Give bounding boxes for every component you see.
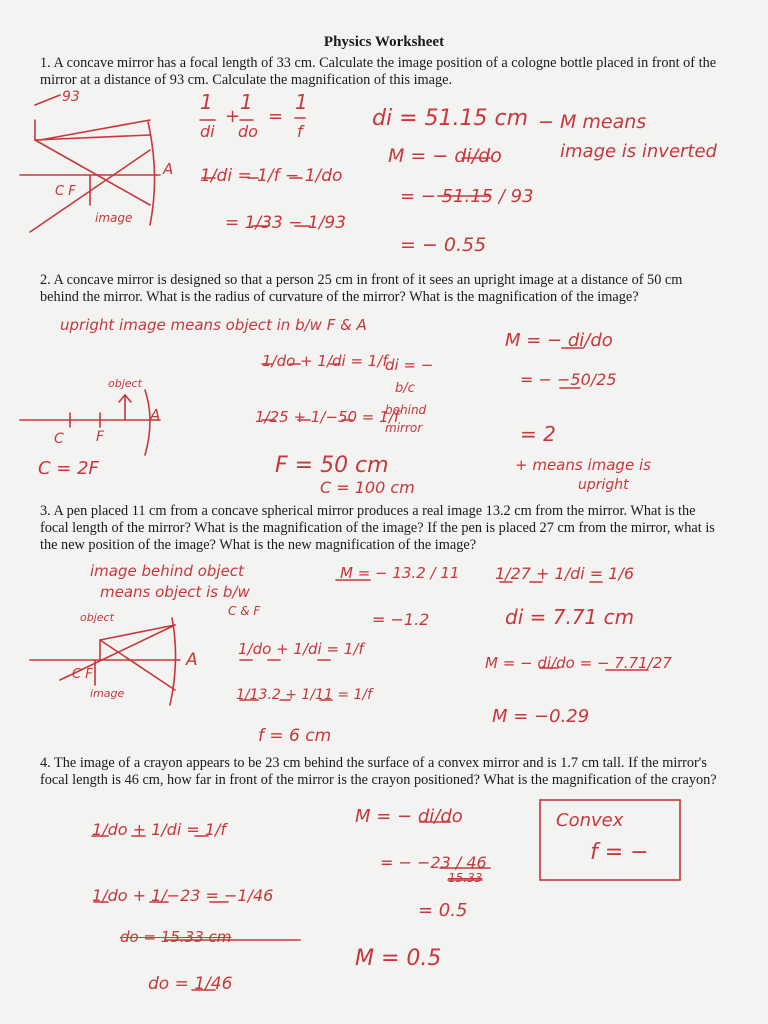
q1-lens-eq-one: 1 [240, 90, 253, 114]
q1-lens-eq-do: do [238, 122, 258, 141]
q1-lens-eq-equals: = [268, 106, 284, 127]
q3-new-di: di = 7.71 cm [505, 605, 635, 629]
q4-m-sub2: = 0.5 [418, 900, 468, 921]
q3-note3: C & F [228, 604, 261, 618]
q1-diagram-distance: 93 [62, 89, 80, 105]
q3-a-label: A [186, 650, 198, 670]
q4-substituted: 1/do + 1/−23 = −1/46 [92, 886, 274, 905]
q2-di-note3: behind [385, 403, 427, 417]
q1-lens-eq-f: f [297, 122, 303, 141]
q3-object-label: object [80, 611, 114, 624]
q3-cf-label: C F [72, 667, 93, 682]
q4-m-substitution: = − −23 / 46 [380, 853, 487, 872]
q2-di-note2: b/c [395, 381, 415, 396]
q3-new-m-result: M = −0.29 [492, 706, 590, 727]
q4-m-result: M = 0.5 [355, 946, 442, 971]
q1-note-line1: − M means [538, 111, 647, 133]
q4-m-formula: M = − di/do [355, 806, 463, 827]
q1-diagram-cf-label: C F [55, 184, 76, 199]
q2-di-note4: mirror [385, 421, 423, 435]
q2-object-label: object [108, 377, 142, 390]
q1-ray-diagram [20, 95, 160, 232]
q1-lens-equation: 1 [200, 90, 213, 114]
q3-new-m-formula: M = − di/do = − 7.71/27 [485, 654, 672, 672]
q2-m-result: = 2 [520, 422, 556, 446]
q2-c-result: C = 100 cm [320, 478, 415, 497]
question-2: 2. A concave mirror is designed so that a person 25 cm in front of it sees an upright image at a distance of 50 cm behind the mirror. What is the radius of curvature of the mirror? What is the magnification of the image? [40, 272, 683, 305]
question-3: 3. A pen placed 11 cm from a concave spherical mirror produces a real image 13.2 cm from the mirror. What is the focal length of the mirror? What is the magnification of the image? If the pen is placed 27 cm from the mirror, what is the new position of the image? What is the new magnification of the image? [40, 503, 715, 553]
q1-m-substitution: = − 51.15 / 93 [400, 186, 534, 207]
q3-new-equation: 1/27 + 1/di = 1/6 [495, 564, 635, 583]
q3-lens-equation: 1/do + 1/di = 1/f [238, 640, 364, 658]
q2-c-equals-2f: C = 2F [38, 458, 99, 479]
q1-rearranged: 1/di = 1/f − 1/do [200, 166, 343, 186]
q2-di-note1: di = − [385, 356, 434, 374]
q2-plus-note1: + means image is [515, 456, 651, 474]
q4-convex-f-negative: f = − [590, 840, 649, 865]
question-4: 4. The image of a crayon appears to be 23 cm behind the surface of a convex mirror and is 1.7 cm tall. If the mirror's focal length is 46 cm, how far in front of the mirror is the crayon positioned? What is the magnification of the crayon? [40, 755, 717, 788]
q1-substituted: = 1/33 − 1/93 [225, 213, 347, 233]
q3-f-result: f = 6 cm [258, 726, 332, 746]
q2-note: upright image means object in b/w F & A [60, 316, 367, 334]
q2-a-label: A [150, 406, 161, 424]
q3-note2: means object is b/w [100, 583, 250, 601]
q2-m-substitution: = − −50/25 [520, 370, 617, 389]
q2-substituted: 1/25 + 1/−50 = 1/f [255, 408, 400, 426]
q3-note1: image behind object [90, 562, 244, 580]
q4-lens-equation: 1/do + 1/di = 1/f [92, 820, 227, 839]
q4-m-struck: 15.33 [448, 871, 483, 885]
q4-struck-result: do = 15.33 cm [120, 928, 232, 946]
q4-convex-label: Convex [556, 810, 624, 831]
q2-f-label: F [96, 429, 105, 445]
q2-lens-equation: 1/do + 1/di = 1/f [262, 352, 388, 370]
q1-lens-eq-di: di [200, 122, 215, 141]
q2-ray-diagram [20, 390, 160, 455]
q1-lens-eq-one-right: 1 [295, 90, 308, 114]
q3-substituted: 1/13.2 + 1/11 = 1/f [236, 687, 373, 703]
q2-m-formula: M = − di/do [505, 330, 613, 351]
q2-f-result: F = 50 cm [275, 453, 389, 478]
q2-plus-note2: upright [578, 477, 629, 493]
q1-note-line2: image is inverted [560, 141, 717, 162]
q1-m-result: = − 0.55 [400, 234, 487, 256]
q3-m-formula: M = − 13.2 / 11 [340, 564, 460, 582]
q1-m-formula: M = − di/do [388, 145, 502, 167]
q1-di-result: di = 51.15 cm [372, 106, 528, 131]
page-title: Physics Worksheet [323, 34, 445, 50]
question-1: 1. A concave mirror has a focal length of 33 cm. Calculate the image position of a cologne bottle placed in front of the mirror at a distance of 93 cm. Calculate the magnification of this image. [40, 55, 717, 88]
q3-image-label: image [90, 687, 125, 700]
q4-do-result: do = 1/46 [148, 974, 233, 994]
q1-diagram-image-label: image [95, 211, 133, 225]
q3-m-result: = −1.2 [372, 610, 430, 629]
q2-c-label: C [54, 431, 64, 447]
q1-lens-eq-plus: + [225, 106, 241, 127]
q1-diagram-a-label: A [163, 160, 174, 178]
